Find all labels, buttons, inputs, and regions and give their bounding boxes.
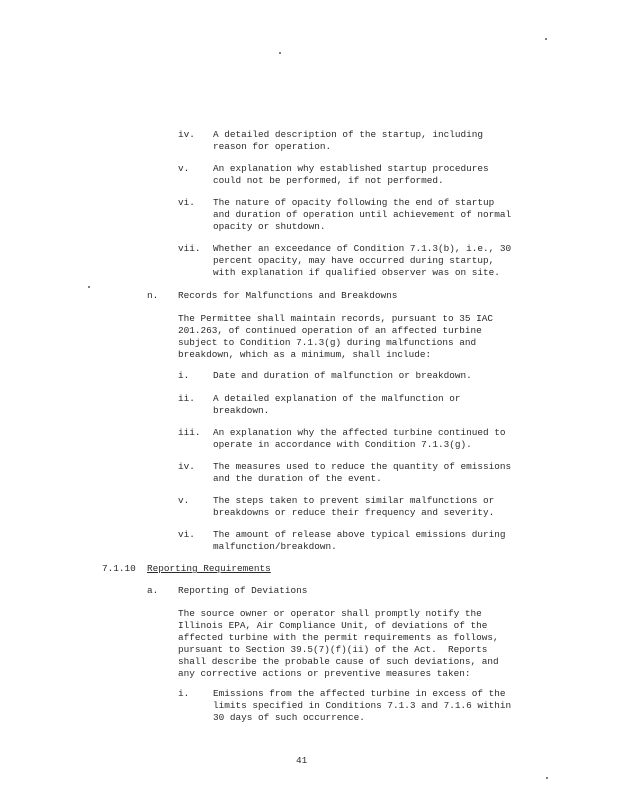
item-line: limits specified in Conditions 7.1.3 and 7.1.6 within xyxy=(213,700,512,711)
intro-line: any corrective actions or preventive measures taken: xyxy=(178,668,471,679)
subsection-heading: Reporting of Deviations xyxy=(178,585,308,596)
item-line: Date and duration of malfunction or breakdown. xyxy=(213,370,472,381)
intro-line: 201.263, of continued operation of an affected turbine xyxy=(178,325,482,336)
scan-speck xyxy=(545,38,547,40)
item-number: i. xyxy=(178,370,190,381)
item-line: reason for operation. xyxy=(213,141,332,152)
item-line: and the duration of the event. xyxy=(213,473,382,484)
item-number: i. xyxy=(178,688,190,699)
intro-line: Illinois EPA, Air Compliance Unit, of deviations of the xyxy=(178,620,488,631)
item-line: and duration of operation until achievement of normal xyxy=(213,209,512,220)
intro-line: breakdown, which as a minimum, shall include: xyxy=(178,349,432,360)
intro-line: affected turbine with the permit requirements as follows, xyxy=(178,632,499,643)
item-number: v. xyxy=(178,163,190,174)
scan-speck xyxy=(88,286,90,288)
item-line: An explanation why established startup procedures xyxy=(213,163,489,174)
item-number: vi. xyxy=(178,529,195,540)
page-number: 41 xyxy=(296,755,308,766)
intro-line: subject to Condition 7.1.3(g) during malfunctions and xyxy=(178,337,477,348)
item-line: percent opacity, may have occurred during startup, xyxy=(213,255,495,266)
item-line: The amount of release above typical emissions during xyxy=(213,529,506,540)
item-number: iv. xyxy=(178,461,195,472)
item-line: breakdowns or reduce their frequency and severity. xyxy=(213,507,495,518)
item-line: A detailed explanation of the malfunction or xyxy=(213,393,461,404)
scan-speck xyxy=(279,52,281,54)
intro-line: pursuant to Section 39.5(7)(f)(ii) of the Act. Reports xyxy=(178,644,488,655)
item-line: An explanation why the affected turbine continued to xyxy=(213,427,506,438)
item-line: The measures used to reduce the quantity of emissions xyxy=(213,461,512,472)
item-line: 30 days of such occurrence. xyxy=(213,712,365,723)
item-line: opacity or shutdown. xyxy=(213,221,326,232)
intro-line: The Permittee shall maintain records, pursuant to 35 IAC xyxy=(178,313,494,324)
section-heading: Reporting Requirements xyxy=(147,563,271,574)
section-letter: n. xyxy=(147,290,159,301)
item-line: malfunction/breakdown. xyxy=(213,541,337,552)
item-line: The steps taken to prevent similar malfunctions or xyxy=(213,495,495,506)
item-line: A detailed description of the startup, including xyxy=(213,129,484,140)
item-line: could not be performed, if not performed. xyxy=(213,175,444,186)
scan-speck xyxy=(546,777,548,779)
item-number: vii. xyxy=(178,243,201,254)
item-number: vi. xyxy=(178,197,195,208)
item-line: Whether an exceedance of Condition 7.1.3(b), i.e., 30 xyxy=(213,243,512,254)
item-number: iv. xyxy=(178,129,195,140)
section-number: 7.1.10 xyxy=(102,563,136,574)
item-line: The nature of opacity following the end of startup xyxy=(213,197,495,208)
intro-line: The source owner or operator shall promptly notify the xyxy=(178,608,482,619)
item-number: iii. xyxy=(178,427,201,438)
intro-line: shall describe the probable cause of such deviations, and xyxy=(178,656,499,667)
item-number: v. xyxy=(178,495,190,506)
item-line: operate in accordance with Condition 7.1.3(g). xyxy=(213,439,472,450)
section-heading: Records for Malfunctions and Breakdowns xyxy=(178,290,398,301)
item-line: Emissions from the affected turbine in excess of the xyxy=(213,688,506,699)
item-line: with explanation if qualified observer was on site. xyxy=(213,267,500,278)
item-number: ii. xyxy=(178,393,195,404)
item-line: breakdown. xyxy=(213,405,270,416)
subsection-letter: a. xyxy=(147,585,159,596)
